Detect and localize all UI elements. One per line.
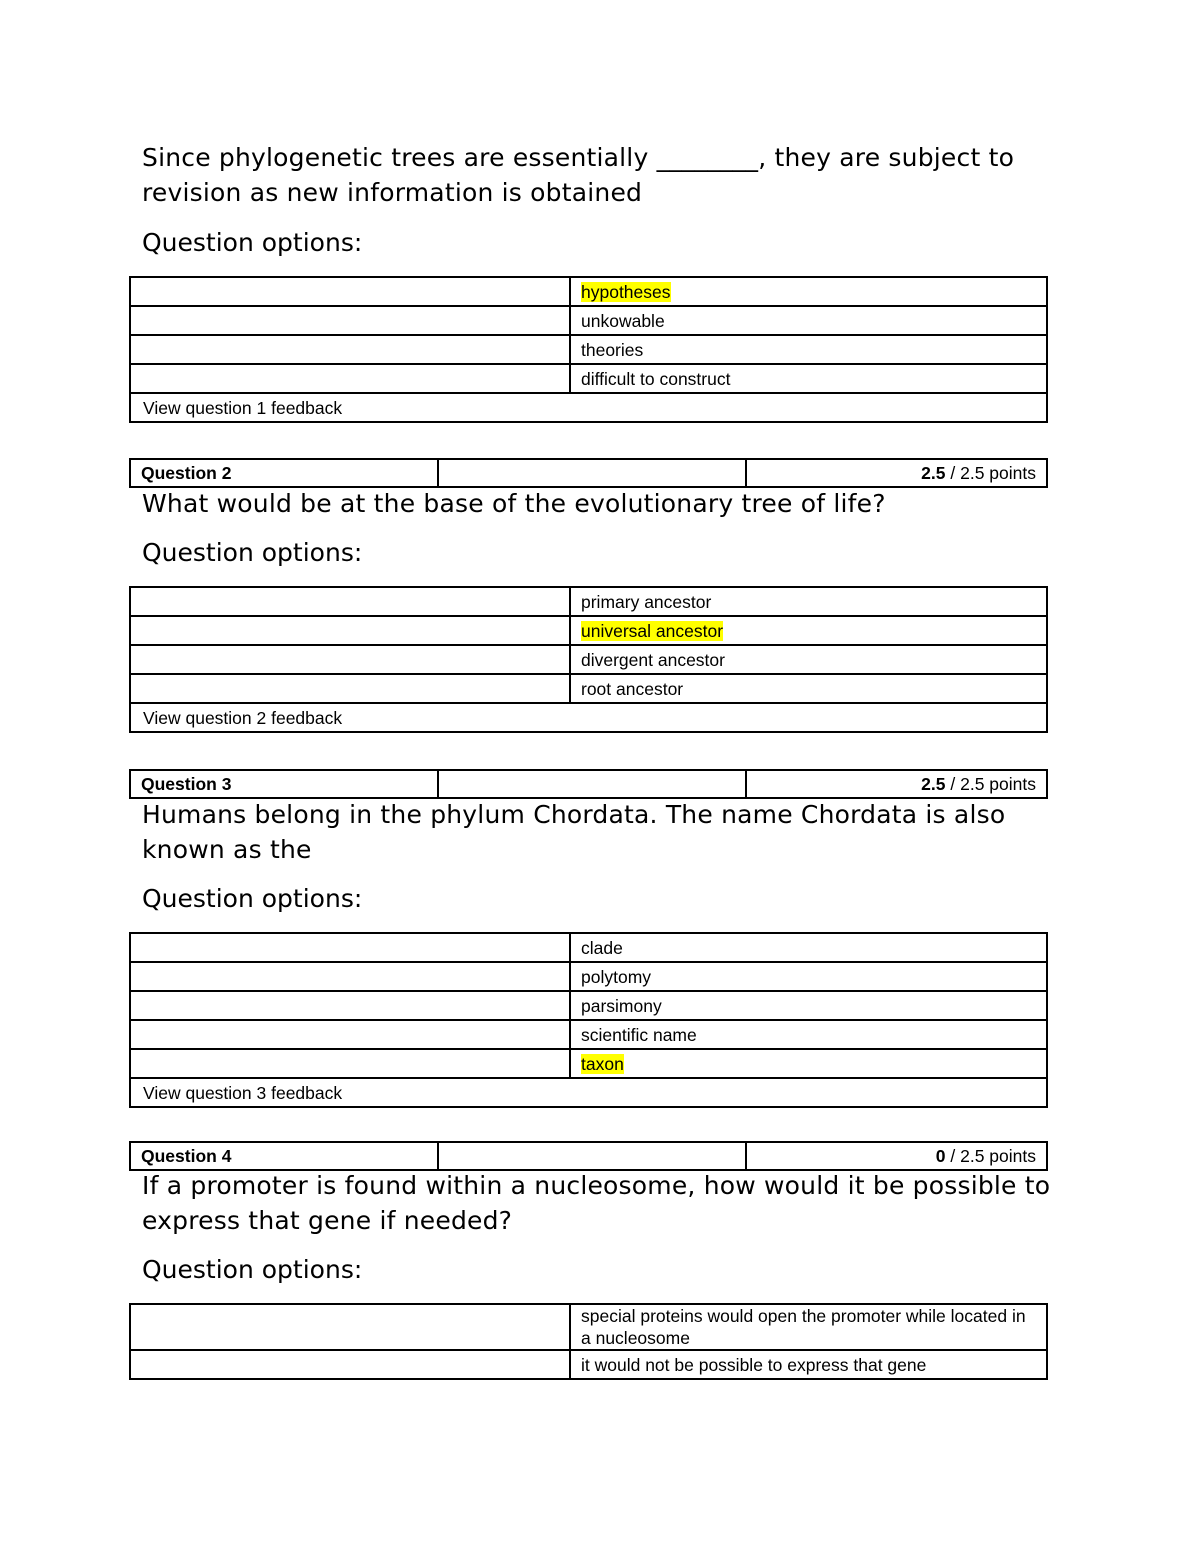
option-row[interactable] [130,335,1047,364]
option-text: root ancestor [570,674,1047,703]
option-row[interactable] [130,645,1047,674]
option-row[interactable] [130,991,1047,1020]
view-feedback-link-2[interactable]: View question 2 feedback [130,703,1047,732]
question-3-text: Humans belong in the phylum Chordata. The name Chordata is also known as the [142,800,1006,864]
option-text: parsimony [570,991,1047,1020]
question-4-score: 0 / 2.5 points [746,1142,1047,1170]
option-text-highlighted: taxon [581,1053,624,1074]
question-2-options-table [129,586,1048,733]
question-2-options-label: Question options: [142,538,363,567]
option-row[interactable] [130,587,1047,616]
question-4-options-label: Question options: [142,1255,363,1284]
view-feedback-link-1[interactable]: View question 1 feedback [130,393,1047,422]
question-1-text: Since phylogenetic trees are essentially ________, they are subject to revision as new information is obtained [142,143,1015,207]
view-feedback-link-3[interactable]: View question 3 feedback [130,1078,1047,1107]
question-3-score: 2.5 / 2.5 points [746,770,1047,798]
question-3-options-label: Question options: [142,884,363,913]
option-text-highlighted: universal ancestor [581,620,724,641]
option-row[interactable] [130,306,1047,335]
option-row[interactable] [130,1350,1047,1379]
question-1-options-table [129,276,1048,423]
question-3-title: Question 3 [130,770,438,798]
option-row[interactable] [130,616,1047,645]
option-text: special proteins would open the promoter while located in a nucleosome [570,1304,1047,1350]
question-4-text: If a promoter is found within a nucleosome, how would it be possible to express that gene if needed? [142,1171,1051,1235]
option-text: theories [570,335,1047,364]
option-row[interactable] [130,933,1047,962]
option-row[interactable] [130,1049,1047,1078]
question-2-text: What would be at the base of the evolutionary tree of life? [142,489,886,518]
question-3-options-table [129,932,1048,1108]
question-4-options-table [129,1303,1048,1380]
option-row[interactable] [130,1304,1047,1350]
question-1-options-label: Question options: [142,228,363,257]
option-row[interactable] [130,962,1047,991]
option-text: polytomy [570,962,1047,991]
question-2-score: 2.5 / 2.5 points [746,459,1047,487]
option-row[interactable] [130,1020,1047,1049]
question-2-title: Question 2 [130,459,438,487]
option-row[interactable] [130,277,1047,306]
question-4-header [129,1141,1048,1171]
option-text-highlighted: hypotheses [581,281,671,302]
question-4-title: Question 4 [130,1142,438,1170]
option-text: it would not be possible to express that gene [570,1350,1047,1379]
option-row[interactable] [130,364,1047,393]
option-row[interactable] [130,674,1047,703]
option-text: difficult to construct [570,364,1047,393]
option-text: divergent ancestor [570,645,1047,674]
option-text: scientific name [570,1020,1047,1049]
option-text: primary ancestor [570,587,1047,616]
question-3-header [129,769,1048,799]
question-2-header [129,458,1048,488]
option-text: unkowable [570,306,1047,335]
option-text: clade [570,933,1047,962]
